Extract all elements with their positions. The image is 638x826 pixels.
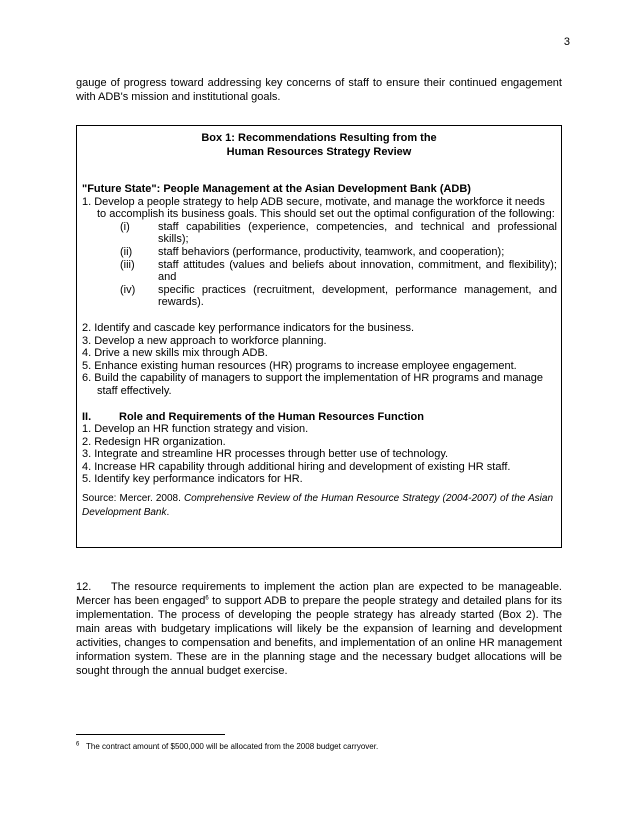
paragraph-text-start: The resource requirements to implement the action plan are expected to be manageable. Mercer has been engaged: [76, 581, 562, 607]
source-prefix: Source: Mercer. 2008.: [82, 493, 181, 505]
sub-item-number: (ii): [120, 245, 133, 258]
sub-item-text: staff attitudes (values and beliefs about innovation, commitment, and flexibility); and: [158, 258, 557, 284]
paragraph-12: [76, 580, 562, 678]
footnote-text: The contract amount of $500,000 will be allocated from the 2008 budget carryover.: [86, 742, 379, 751]
sub-list-item: [82, 284, 557, 309]
list-item: 2. Redesign HR organization.: [82, 435, 226, 448]
box-source: [82, 492, 557, 519]
list-item: 1. Develop a people strategy to help ADB secure, motivate, and manage the workforce it needs to accomplish its business goals. This should set out the optimal configuration of the following:: [82, 195, 555, 221]
sub-item-number: (iv): [120, 283, 136, 296]
list-item: 5. Enhance existing human resources (HR) programs to increase employee engagement.: [82, 359, 517, 372]
future-state-heading: "Future State": People Management at the Asian Development Bank (ADB): [82, 183, 471, 195]
list-item: 1. Develop an HR function strategy and vision.: [82, 423, 309, 436]
list-item: 3. Develop a new approach to workforce planning.: [82, 334, 327, 347]
paragraph-text-end: to support ADB to prepare the people strategy and detailed plans for its implementation. The process of developing the people strategy has already started (Box 2). The main areas with budgetary implications will likely be the expansion of learning and development activities, changes to compensation and benefits, and implementation of an online HR management information system. These are in the planning stage and the necessary budget allocations will be sought through the annual budget exercise.: [76, 595, 562, 677]
list-item: 4. Drive a new skills mix through ADB.: [82, 347, 268, 360]
sub-item-text: staff capabilities (experience, competencies, and technical and professional skills);: [158, 220, 557, 246]
box-title-line2: Human Resources Strategy Review: [226, 146, 412, 158]
sub-item-number: (iii): [120, 258, 135, 271]
footnote-number: 6: [76, 741, 80, 748]
page-number: 3: [563, 36, 570, 48]
recommendations-box: [76, 125, 562, 548]
source-suffix: .: [166, 506, 170, 518]
list-item: 2. Identify and cascade key performance indicators for the business.: [82, 321, 415, 334]
paragraph-number: 12.: [76, 581, 92, 593]
box-content: [82, 183, 557, 519]
section2-number: II.: [82, 410, 92, 423]
footnote-reference[interactable]: 6: [205, 595, 209, 602]
section2-title: Role and Requirements of the Human Resources Function: [119, 410, 424, 423]
box-title-line1: Box 1: Recommendations Resulting from the: [201, 132, 437, 144]
section2-heading: [82, 411, 557, 424]
list-item: 6. Build the capability of managers to support the implementation of HR programs and manage staff effectively.: [82, 372, 544, 397]
sub-item-text: staff behaviors (performance, productivity, teamwork, and cooperation);: [158, 245, 505, 258]
sub-item-text: specific practices (recruitment, development, performance management, and rewards).: [158, 283, 557, 309]
source-title: Comprehensive Review of the Human Resource Strategy (2004-2007) of the Asian Development Bank: [82, 493, 554, 518]
list-item: 4. Increase HR capability through additional hiring and development of existing HR staff.: [82, 460, 511, 473]
list-item: 3. Integrate and streamline HR processes through better use of technology.: [82, 448, 449, 461]
list-item: 5. Identify key performance indicators for HR.: [82, 473, 303, 486]
intro-paragraph: gauge of progress toward addressing key concerns of staff to ensure their continued engagement with ADB's mission and institutional goals.: [76, 77, 562, 103]
sub-item-number: (i): [120, 220, 130, 233]
sub-list-item: [82, 259, 557, 284]
box-title: [77, 131, 561, 159]
footnote: [76, 741, 562, 752]
sub-list-item: [82, 246, 557, 259]
footnote-separator: [76, 734, 225, 735]
sub-list-item: [82, 221, 557, 246]
